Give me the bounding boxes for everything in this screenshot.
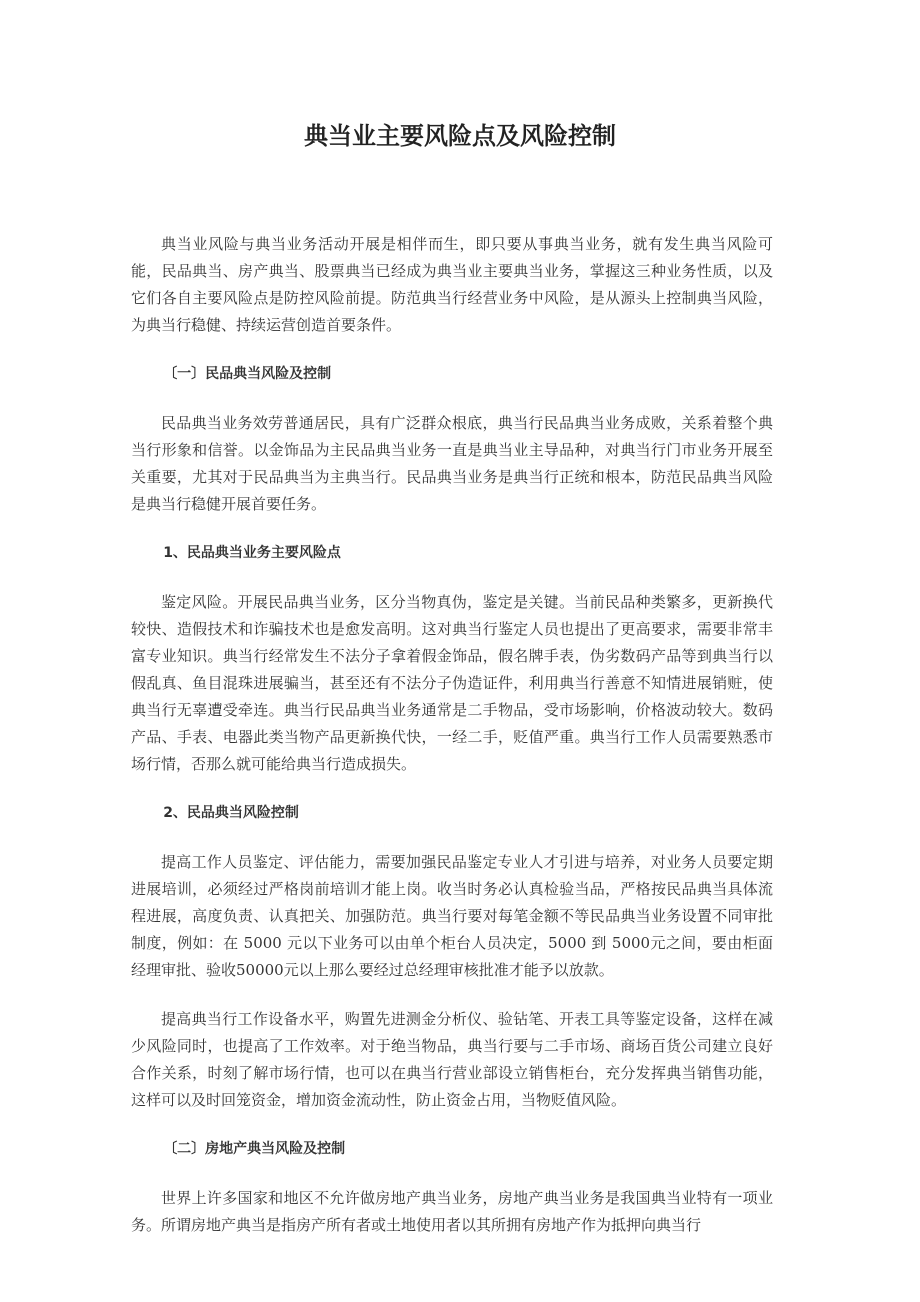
paragraph-real-estate: 世界上许多国家和地区不允许做房地产典当业务，房地产典当业务是我国典当业特有一项业务。所谓房地产典当是指房产所有者或土地使用者以其所拥有房地产作为抵押向典当行 (131, 1189, 773, 1234)
subheading-1-2: 2、民品典当风险控制 (163, 805, 299, 821)
document-title: 典当业主要风险点及风险控制 (304, 122, 616, 150)
document-body (131, 231, 773, 1261)
paragraph-risk-points: 鉴定风险。开展民品典当业务，区分当物真伪，鉴定是关键。当前民品种类繁多，更新换代较快、造假技术和诈骗技术也是愈发高明。这对典当行鉴定人员也提出了更高要求，需要非常丰富专业知识。典当行经常发生不法分子拿着假金饰品，假名牌手表，伪劣数码产品等到典当行以假乱真、鱼目混珠进展骗当，甚至还有不法分子伪造证件，利用典当行善意不知情进展销赃，使典当行无辜遭受牵连。典当行民品典当业务通常是二手物品，受市场影响，价格波动较大。数码产品、手表、电器此类当物产品更新换代快，一经二手，贬值严重。典当行工作人员需要熟悉市场行情，否那么就可能给典当行造成损失。 (131, 593, 773, 773)
paragraph-intro: 典当业风险与典当业务活动开展是相伴而生，即只要从事典当业务，就有发生典当风险可能，民品典当、房产典当、股票典当已经成为典当业主要典当业务，掌握这三种业务性质，以及它们各自主要风险点是防控风险前提。防范典当行经营业务中风险，是从源头上控制典当风险，为典当行稳健、持续运营创造首要条件。 (131, 235, 773, 334)
section-heading-2: 〔二〕房地产典当风险及控制 (163, 1141, 346, 1157)
subheading-1-1: 1、民品典当业务主要风险点 (163, 545, 341, 561)
paragraph-section-1: 民品典当业务效劳普通居民，具有广泛群众根底，典当行民品典当业务成败，关系着整个典当行形象和信誉。以金饰品为主民品典当业务一直是典当业主导品种，对典当行门市业务开展至关重要，尤其对于民品典当为主典当行。民品典当业务是典当行正统和根本，防范民品典当风险是典当行稳健开展首要任务。 (131, 414, 773, 513)
section-heading-1: 〔一〕民品典当风险及控制 (163, 366, 332, 382)
paragraph-equipment: 提高典当行工作设备水平，购置先进测金分析仪、验钻笔、开表工具等鉴定设备，这样在减少风险同时，也提高了工作效率。对于绝当物品，典当行要与二手市场、商场百货公司建立良好合作关系，时刻了解市场行情，也可以在典当行营业部设立销售柜台，充分发挥典当销售功能，这样可以及时回笼资金，增加资金流动性，防止资金占用，当物贬值风险。 (131, 1010, 773, 1109)
paragraph-risk-control: 提高工作人员鉴定、评估能力，需要加强民品鉴定专业人才引进与培养，对业务人员要定期进展培训，必须经过严格岗前培训才能上岗。收当时务必认真检验当品，严格按民品典当具体流程进展，高度负责、认真把关、加强防范。典当行要对每笔金额不等民品典当业务设置不同审批制度，例如：在 5000 元以下业务可以由单个柜台人员决定，5000 到 5000元之间，要由柜面经理审批、验收50000元以上那么要经过总经理审核批准才能予以放款。 (131, 853, 773, 979)
